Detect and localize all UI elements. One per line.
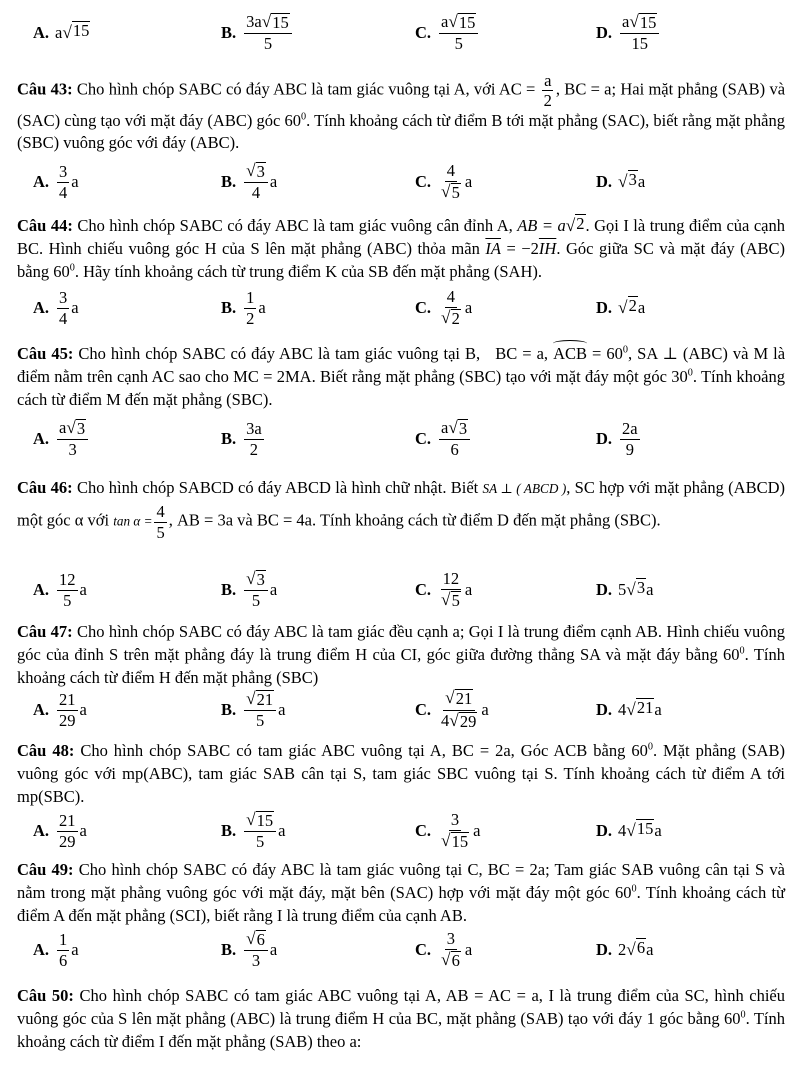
question-43: Câu 43: Cho hình chóp SABC có đáy ABC là tam giác vuông tại A, với AC = $\frac{a}{2}$ , BC = a; Hai mặt phẳng (SAB) và (SAC) cùng tạo với mặt đáy (ABC) góc $60^0$. Tính khoảng cách từ điểm B tới mặt phẳng (SAC), biết rằng mặt phẳng (SBC) vuông góc với đáy (ABC). (17, 71, 786, 153)
option-a[interactable]: A. a √ 15 (33, 21, 90, 43)
question-50: Câu 50: Cho hình chóp SABC có tam giác ABC vuông tại A, AB = AC = a, I là trung điểm của SC, hình chiếu vuông góc của S lên mặt phẳng (ABC) là trung điểm H của BC, mặt phẳng (SAB) tạo với đáy 1 góc bằng $60^0$. Tính khoảng cách từ điểm I đến mặt phẳng (SAB) theo a: (17, 986, 785, 1051)
option-b[interactable]: B. √ 3 5 a (221, 569, 278, 611)
question-45: Câu 45: Cho hình chóp SABC có đáy ABC là tam giác vuông tại B, BC = a, ACB = $60^0$, SA ⊥ (ABC) và M là điểm nằm trên cạnh AC sao cho MC = 2MA. Biết rằng mặt phẳng (SBC) tạo với mặt đáy một góc $30^0$. Tính khoảng cách từ điểm M đến mặt phẳng (SBC). (17, 344, 786, 409)
option-a[interactable]: A. $\frac{21}{29}$ a (33, 690, 87, 730)
option-d[interactable]: D. $\frac{2a}{9}$ (596, 419, 638, 459)
options-44 (33, 284, 773, 332)
option-d[interactable]: D. 2 √ 6 a (596, 938, 654, 960)
options-49 (33, 926, 773, 974)
option-b[interactable]: B. √ 6 3 a (221, 929, 278, 971)
question-46: Câu 46: Cho hình chóp SABCD có đáy ABCD là hình chữ nhật. Biết SA ⊥ ( ABCD ), SC hợp với mặt phẳng (ABCD) một góc α với tan α = $\frac{4}{5}$ , AB = 3a và BC = 4a. Tính khoảng cách từ điểm D đến mặt phẳng (SBC). (17, 478, 785, 542)
option-b[interactable]: B. √ 15 5 a (221, 810, 286, 852)
question-44: Câu 44: Cho hình chóp SABC có đáy ABC là tam giác vuông cân đỉnh A, AB = a √ 2 . Gọi I là trung điểm của cạnh BC. Hình chiếu vuông góc H của S lên mặt phẳng (ABC) thỏa mãn $\overline{IA} = -2\overline{IH}$. Góc giữa SC và mặt đáy (ABC) bằng $60^0$. Hãy tính khoảng cách từ trung điểm K của SB đến mặt phẳng (SAH). (17, 214, 786, 281)
option-d[interactable]: D. 5 √ 3 a (596, 578, 654, 600)
option-a[interactable]: A. $\frac{21}{29}$ a (33, 811, 87, 851)
options-48 (33, 807, 773, 855)
option-a[interactable]: A. a √ 3 3 (33, 415, 90, 463)
option-d[interactable]: D. √ 2 a (596, 296, 646, 318)
options-46 (33, 566, 773, 614)
options-47 (33, 686, 773, 734)
option-c[interactable]: C. 3 √ 6 a (415, 929, 473, 970)
option-a[interactable]: A. $\frac{12}{5}$ a (33, 570, 87, 610)
question-49: Câu 49: Cho hình chóp SABC có đáy ABC là tam giác vuông tại C, BC = 2a; Tam giác SAB vuông cân tại S và nằm trong mặt phẳng vuông góc với mặt đáy, mặt bên (SAC) hợp với mặt đáy một góc $60^0$. Tính khoảng cách từ điểm A đến mặt phẳng (SCI), biết rằng I là trung điểm của cạnh AB. (17, 860, 785, 925)
options-top (33, 9, 773, 57)
option-b[interactable]: B. √ 21 5 a (221, 689, 286, 731)
option-d[interactable]: D. 4 √ 15 a (596, 819, 662, 841)
option-c[interactable]: C. 3 √ 15 a (415, 810, 481, 851)
option-b[interactable]: B. $\frac{3a}{2}$ (221, 419, 262, 459)
option-c[interactable]: C. √ 21 4 √ 29 a (415, 688, 489, 731)
option-d[interactable]: D. a √ 15 15 (596, 9, 661, 57)
options-43 (33, 158, 773, 206)
option-a[interactable]: A. $\frac{3}{4}$ a (33, 162, 79, 202)
option-b[interactable]: B. √ 3 4 a (221, 161, 278, 203)
option-b[interactable]: B. $\frac{1}{2}$ a (221, 288, 266, 328)
option-b[interactable]: B. 3a √ 15 5 (221, 9, 294, 57)
option-c[interactable]: C. 4 √ 5 a (415, 161, 473, 202)
option-c[interactable]: C. a √ 15 5 (415, 9, 480, 57)
option-c[interactable]: C. 12 √ 5 a (415, 569, 473, 610)
options-45 (33, 415, 773, 463)
option-d[interactable]: D. √ 3 a (596, 170, 646, 192)
option-d[interactable]: D. 4 √ 21 a (596, 698, 662, 720)
option-a[interactable]: A. $\frac{3}{4}$ a (33, 288, 79, 328)
question-label: Câu 43: (17, 79, 73, 99)
option-a[interactable]: A. $\frac{1}{6}$ a (33, 930, 79, 970)
option-c[interactable]: C. a √ 3 6 (415, 415, 472, 463)
option-c[interactable]: C. 4 √ 2 a (415, 287, 473, 328)
question-48: Câu 48: Cho hình chóp SABC có tam giác ABC vuông tại A, BC = 2a, Góc ACB bằng $60^0$. Mặt phẳng (SAB) vuông góc với mp(ABC), tam giác SAB cân tại S, tam giác SBC vuông tại S. Tính khoảng cách từ điểm A tới mp(SBC). (17, 741, 786, 806)
question-47: Câu 47: Cho hình chóp SABC có đáy ABC là tam giác đều cạnh a; Gọi I là trung điểm cạnh AB. Hình chiếu vuông góc của đỉnh S trên mặt phẳng đáy là trung điểm H của CI, góc giữa đường thẳng SA và mặt đáy bằng $60^0$. Tính khoảng cách từ điểm H đến mặt phẳng (SBC) (17, 622, 785, 687)
